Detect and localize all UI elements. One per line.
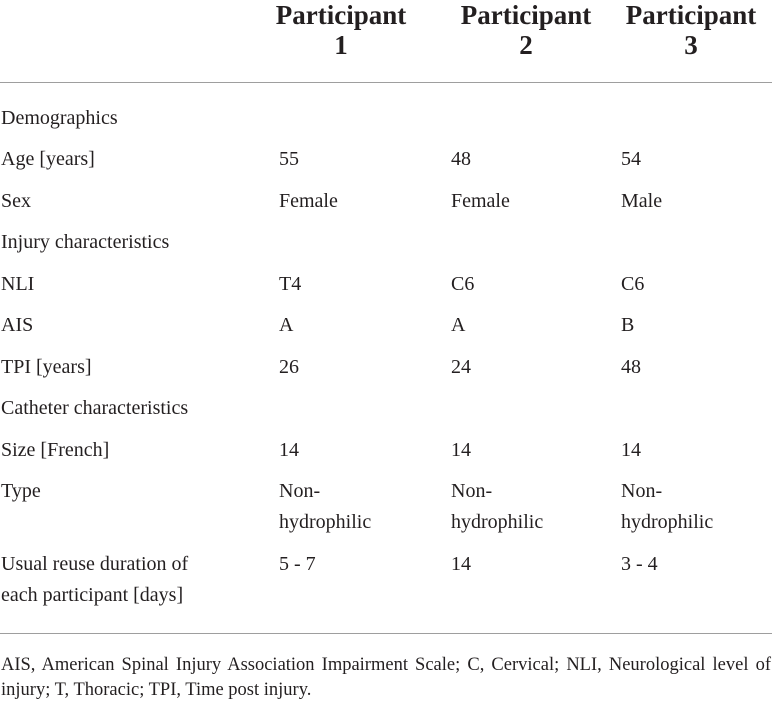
row-tpi-p2: 24 — [451, 356, 471, 378]
row-ais-label: AIS — [1, 314, 34, 336]
header-participant-2-line-1: Participant — [460, 0, 592, 30]
section-catheter-characteristics: Catheter characteristics — [1, 397, 189, 419]
header-rule — [0, 82, 772, 83]
footer-rule — [0, 633, 772, 634]
header-participant-1-line-1: Participant — [275, 0, 407, 30]
header-participant-1-line-2: 1 — [334, 30, 348, 60]
section-demographics: Demographics — [1, 107, 118, 129]
row-sex-label: Sex — [1, 190, 31, 212]
row-reuse-p2: 14 — [451, 553, 471, 575]
row-size-label: Size [French] — [1, 439, 110, 461]
header-participant-3 — [616, 0, 766, 60]
row-age-label: Age [years] — [1, 148, 95, 170]
row-sex-p2: Female — [451, 190, 510, 212]
row-nli-label: NLI — [1, 273, 35, 295]
row-nli-p2: C6 — [451, 273, 475, 295]
row-sex-p1: Female — [279, 190, 338, 212]
row-age-p3: 54 — [621, 148, 641, 170]
row-reuse-label-line-1: Usual reuse duration of — [1, 553, 189, 575]
row-size-p2: 14 — [451, 439, 471, 461]
row-tpi-label: TPI [years] — [1, 356, 92, 378]
row-reuse-p3: 3 - 4 — [621, 553, 658, 575]
header-participant-3-line-2: 3 — [684, 30, 698, 60]
row-ais-p1: A — [279, 314, 294, 336]
row-tpi-p1: 26 — [279, 356, 299, 378]
row-size-p1: 14 — [279, 439, 299, 461]
row-type-label: Type — [1, 480, 41, 502]
row-ais-p2: A — [451, 314, 466, 336]
table-footnote: AIS, American Spinal Injury Association Impairment Scale; C, Cervical; NLI, Neurological level of injury; T, Thoracic; TPI, Time post injury. — [1, 655, 771, 700]
row-size-p3: 14 — [621, 439, 641, 461]
header-participant-2-line-2: 2 — [519, 30, 533, 60]
section-injury-characteristics: Injury characteristics — [1, 231, 170, 253]
row-age-p1: 55 — [279, 148, 299, 170]
header-participant-2 — [451, 0, 601, 60]
row-reuse-p1: 5 - 7 — [279, 553, 316, 575]
row-tpi-p3: 48 — [621, 356, 641, 378]
header-participant-1 — [266, 0, 416, 60]
row-type-p2-line-1: Non- — [451, 480, 493, 502]
row-type-p2-line-2: hydrophilic — [451, 511, 544, 533]
row-type-p3-line-2: hydrophilic — [621, 511, 714, 533]
row-type-p1-line-2: hydrophilic — [279, 511, 372, 533]
row-ais-p3: B — [621, 314, 635, 336]
header-participant-3-line-1: Participant — [625, 0, 757, 30]
row-reuse-label-line-2: each participant [days] — [1, 584, 184, 606]
row-type-p3-line-1: Non- — [621, 480, 663, 502]
row-age-p2: 48 — [451, 148, 471, 170]
row-nli-p1: T4 — [279, 273, 302, 295]
row-sex-p3: Male — [621, 190, 663, 212]
row-nli-p3: C6 — [621, 273, 645, 295]
row-type-p1-line-1: Non- — [279, 480, 321, 502]
